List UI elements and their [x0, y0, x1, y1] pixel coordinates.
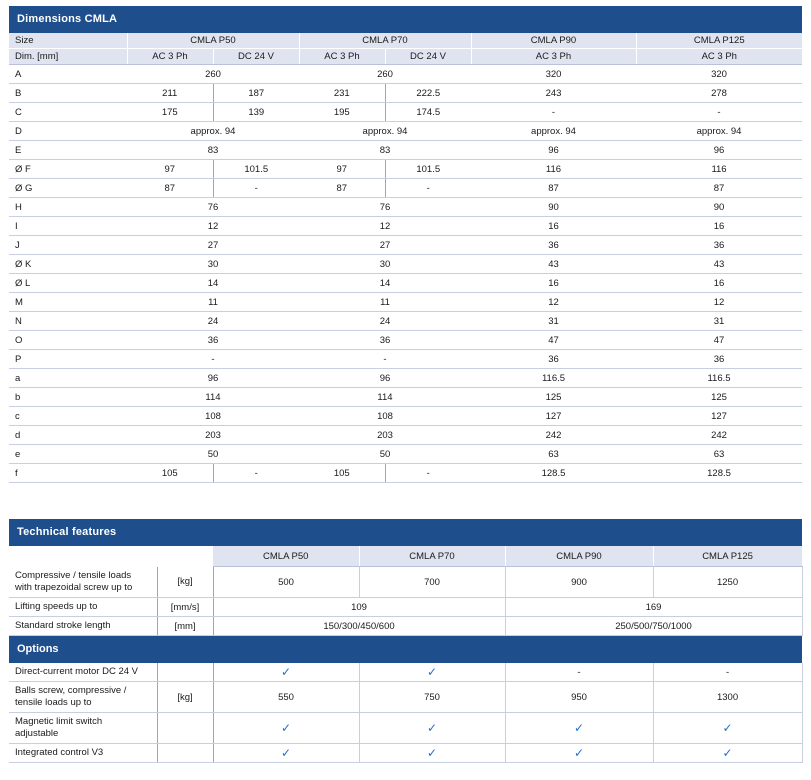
dimension-label: Ø L — [9, 274, 127, 293]
technical-features-table — [9, 519, 803, 763]
option-value: 550 — [213, 682, 359, 713]
dimension-value-p70-dc: - — [385, 179, 471, 198]
dimension-label: O — [9, 331, 127, 350]
dimension-value-p70-ac: 87 — [299, 179, 385, 198]
dimension-value-p50: 96 — [127, 369, 299, 388]
table-row — [9, 350, 802, 369]
feature-value: 250/500/750/1000 — [505, 617, 802, 636]
dimension-label: C — [9, 103, 127, 122]
dimensions-header-row-group — [9, 33, 802, 49]
dimension-value-p70-dc: 101.5 — [385, 160, 471, 179]
feature-value: 900 — [505, 567, 653, 598]
dimension-value-p50-ac: 97 — [127, 160, 213, 179]
table-row — [9, 369, 802, 388]
feature-label — [9, 744, 157, 763]
dimension-value-p125: 125 — [636, 388, 802, 407]
dimension-value-p50: 76 — [127, 198, 299, 217]
dimension-value-p70: 12 — [299, 217, 471, 236]
dimension-value-p70: approx. 94 — [299, 122, 471, 141]
feature-value: 150/300/450/600 — [213, 617, 505, 636]
dimension-value-p70-ac: 195 — [299, 103, 385, 122]
dimension-value-p125: 12 — [636, 293, 802, 312]
technical-col-p90: CMLA P90 — [505, 546, 653, 567]
check-icon: ✓ — [359, 744, 505, 763]
dimension-label: f — [9, 464, 127, 483]
dimension-value-p70: 36 — [299, 331, 471, 350]
dimension-value-p90: 96 — [471, 141, 636, 160]
check-icon: ✓ — [653, 744, 802, 763]
table-row — [9, 103, 802, 122]
dimension-value-p90: approx. 94 — [471, 122, 636, 141]
dimension-value-p70: 114 — [299, 388, 471, 407]
dimension-value-p90: 36 — [471, 350, 636, 369]
dimension-label: M — [9, 293, 127, 312]
check-icon: ✓ — [213, 663, 359, 682]
feature-label-line2: adjustable — [15, 728, 59, 739]
dimension-label: E — [9, 141, 127, 160]
table-row — [9, 255, 802, 274]
feature-label — [9, 567, 157, 598]
dimension-value-p50: 27 — [127, 236, 299, 255]
dimension-label: b — [9, 388, 127, 407]
dimension-value-p70-ac: 231 — [299, 84, 385, 103]
dimension-value-p125: 63 — [636, 445, 802, 464]
technical-header-blank2 — [157, 546, 213, 567]
dimension-value-p90: 63 — [471, 445, 636, 464]
feature-label-line1: Magnetic limit switch — [15, 716, 103, 728]
dimension-value-p125: 16 — [636, 274, 802, 293]
dimension-label: N — [9, 312, 127, 331]
table-row — [9, 388, 802, 407]
dimension-value-p50: 108 — [127, 407, 299, 426]
table-row — [9, 567, 802, 598]
dimension-label: P — [9, 350, 127, 369]
dimensions-sub-p125-ac: AC 3 Ph — [636, 49, 802, 65]
dimension-value-p50: 30 — [127, 255, 299, 274]
dimension-value-p70: 11 — [299, 293, 471, 312]
dimension-value-p70: 76 — [299, 198, 471, 217]
dimension-value-p70: - — [299, 350, 471, 369]
feature-label-line1: Balls screw, compressive / — [15, 685, 127, 697]
dimension-value-p70: 96 — [299, 369, 471, 388]
technical-header-blank1 — [9, 546, 157, 567]
dimension-value-p90: 243 — [471, 84, 636, 103]
datasheet-page — [9, 0, 802, 763]
dimensions-sub-p50-dc: DC 24 V — [213, 49, 299, 65]
dimensions-sub-p70-ac: AC 3 Ph — [299, 49, 385, 65]
feature-value: 169 — [505, 598, 802, 617]
dimension-value-p90: 87 — [471, 179, 636, 198]
dimension-label: d — [9, 426, 127, 445]
dimension-value-p50: 12 — [127, 217, 299, 236]
dimension-value-p70: 260 — [299, 65, 471, 84]
table-row — [9, 179, 802, 198]
table-row — [9, 598, 802, 617]
dimensions-table — [9, 6, 802, 483]
dimensions-group-p125: CMLA P125 — [636, 33, 802, 49]
feature-label — [9, 663, 157, 682]
dimension-label: A — [9, 65, 127, 84]
dimension-value-p125: 47 — [636, 331, 802, 350]
dimension-value-p125: 320 — [636, 65, 802, 84]
table-row — [9, 236, 802, 255]
dimension-value-p70-ac: 105 — [299, 464, 385, 483]
table-row — [9, 65, 802, 84]
dimension-value-p50-ac: 175 — [127, 103, 213, 122]
option-value: - — [653, 663, 802, 682]
dimension-value-p90: 47 — [471, 331, 636, 350]
table-row — [9, 84, 802, 103]
option-value: 750 — [359, 682, 505, 713]
dimension-value-p125: 43 — [636, 255, 802, 274]
feature-value: 1250 — [653, 567, 802, 598]
feature-value: 700 — [359, 567, 505, 598]
dimension-value-p125: 87 — [636, 179, 802, 198]
dimension-value-p50-dc: 139 — [213, 103, 299, 122]
option-unit — [157, 744, 213, 763]
option-value: 950 — [505, 682, 653, 713]
dimension-value-p90: 116 — [471, 160, 636, 179]
dimension-value-p70-dc: 174.5 — [385, 103, 471, 122]
dimension-value-p70: 50 — [299, 445, 471, 464]
technical-col-p70: CMLA P70 — [359, 546, 505, 567]
table-row — [9, 217, 802, 236]
dimension-value-p50: 50 — [127, 445, 299, 464]
dimension-value-p70: 30 — [299, 255, 471, 274]
table-row — [9, 663, 802, 682]
table-row — [9, 744, 802, 763]
dimension-value-p50: 14 — [127, 274, 299, 293]
dimension-value-p50-dc: 101.5 — [213, 160, 299, 179]
dimension-value-p90: 116.5 — [471, 369, 636, 388]
dimensions-size-label: Size — [9, 33, 127, 49]
dimensions-dim-label: Dim. [mm] — [9, 49, 127, 65]
check-icon: ✓ — [653, 713, 802, 744]
feature-label-line2: with trapezoidal screw up to — [15, 581, 133, 593]
feature-value: 500 — [213, 567, 359, 598]
dimension-value-p90: 127 — [471, 407, 636, 426]
dimension-value-p125: 36 — [636, 236, 802, 255]
technical-header-row — [9, 546, 802, 567]
feature-unit: [mm] — [157, 617, 213, 636]
dimension-value-p90: 31 — [471, 312, 636, 331]
dimension-value-p125: - — [636, 103, 802, 122]
dimension-value-p50-ac: 211 — [127, 84, 213, 103]
dimension-value-p70: 14 — [299, 274, 471, 293]
dimension-value-p90: 36 — [471, 236, 636, 255]
feature-label-line2: tensile loads up to — [15, 697, 92, 708]
technical-section-title: Technical features — [9, 519, 802, 546]
dimension-value-p70: 108 — [299, 407, 471, 426]
dimension-value-p50: 203 — [127, 426, 299, 445]
technical-section-title-row — [9, 519, 802, 546]
dimension-value-p50: 36 — [127, 331, 299, 350]
dimension-value-p90: 16 — [471, 217, 636, 236]
dimension-value-p50-dc: - — [213, 464, 299, 483]
table-row — [9, 198, 802, 217]
dimension-value-p125: 16 — [636, 217, 802, 236]
dimension-value-p90: 43 — [471, 255, 636, 274]
dimension-label: H — [9, 198, 127, 217]
dimension-value-p125: 128.5 — [636, 464, 802, 483]
dimension-value-p50-dc: - — [213, 179, 299, 198]
dimension-label: a — [9, 369, 127, 388]
check-icon: ✓ — [359, 663, 505, 682]
feature-unit: [mm/s] — [157, 598, 213, 617]
dimensions-sub-p70-dc: DC 24 V — [385, 49, 471, 65]
dimension-value-p70: 24 — [299, 312, 471, 331]
options-section-title-row — [9, 636, 802, 664]
dimension-label: Ø G — [9, 179, 127, 198]
table-row — [9, 713, 802, 744]
dimension-label: Ø F — [9, 160, 127, 179]
technical-body — [9, 567, 802, 636]
table-row — [9, 274, 802, 293]
check-icon: ✓ — [213, 713, 359, 744]
option-unit: [kg] — [157, 682, 213, 713]
dimensions-group-p50: CMLA P50 — [127, 33, 299, 49]
dimension-label: J — [9, 236, 127, 255]
feature-label — [9, 713, 157, 744]
dimension-value-p90: 125 — [471, 388, 636, 407]
dimension-value-p70: 203 — [299, 426, 471, 445]
table-row — [9, 312, 802, 331]
dimension-value-p70-dc: 222.5 — [385, 84, 471, 103]
feature-label-line1: Standard stroke length — [15, 620, 111, 632]
feature-label — [9, 598, 157, 617]
table-row — [9, 407, 802, 426]
dimensions-section-title: Dimensions CMLA — [9, 6, 802, 33]
table-spacer — [9, 483, 802, 519]
dimension-value-p125: 278 — [636, 84, 802, 103]
dimension-label: B — [9, 84, 127, 103]
feature-unit: [kg] — [157, 567, 213, 598]
dimension-value-p90: 16 — [471, 274, 636, 293]
table-row — [9, 617, 802, 636]
option-value: 1300 — [653, 682, 802, 713]
dimension-value-p90: - — [471, 103, 636, 122]
dimension-label: D — [9, 122, 127, 141]
dimension-value-p125: 242 — [636, 426, 802, 445]
dimension-value-p90: 242 — [471, 426, 636, 445]
table-row — [9, 445, 802, 464]
dimension-value-p50: 83 — [127, 141, 299, 160]
dimensions-sub-p90-ac: AC 3 Ph — [471, 49, 636, 65]
dimensions-section-title-row — [9, 6, 802, 33]
options-body — [9, 663, 802, 763]
option-value: - — [505, 663, 653, 682]
table-row — [9, 682, 802, 713]
dimensions-group-p90: CMLA P90 — [471, 33, 636, 49]
feature-label-line1: Compressive / tensile loads — [15, 569, 132, 581]
table-row — [9, 464, 802, 483]
dimension-value-p50-dc: 187 — [213, 84, 299, 103]
option-unit — [157, 663, 213, 682]
options-section-title: Options — [9, 636, 802, 664]
dimension-value-p90: 128.5 — [471, 464, 636, 483]
dimension-value-p125: 90 — [636, 198, 802, 217]
dimension-value-p70: 27 — [299, 236, 471, 255]
dimension-value-p50-ac: 105 — [127, 464, 213, 483]
dimension-value-p50: 11 — [127, 293, 299, 312]
check-icon: ✓ — [505, 713, 653, 744]
dimension-value-p50: 24 — [127, 312, 299, 331]
dimensions-sub-p50-ac: AC 3 Ph — [127, 49, 213, 65]
feature-label-line1: Integrated control V3 — [15, 747, 104, 759]
check-icon: ✓ — [505, 744, 653, 763]
dimension-value-p125: 116.5 — [636, 369, 802, 388]
dimension-value-p125: 36 — [636, 350, 802, 369]
feature-value: 109 — [213, 598, 505, 617]
dimension-label: e — [9, 445, 127, 464]
check-icon: ✓ — [359, 713, 505, 744]
dimension-label: Ø K — [9, 255, 127, 274]
dimension-value-p70: 83 — [299, 141, 471, 160]
feature-label-line1: Lifting speeds up to — [15, 601, 98, 613]
technical-col-p50: CMLA P50 — [213, 546, 359, 567]
table-row — [9, 141, 802, 160]
dimension-value-p90: 12 — [471, 293, 636, 312]
feature-label-line1: Direct-current motor DC 24 V — [15, 666, 139, 678]
feature-label — [9, 682, 157, 713]
table-row — [9, 426, 802, 445]
table-row — [9, 160, 802, 179]
technical-col-p125: CMLA P125 — [653, 546, 802, 567]
dimension-value-p50: 260 — [127, 65, 299, 84]
check-icon: ✓ — [213, 744, 359, 763]
dimension-value-p125: 96 — [636, 141, 802, 160]
dimension-value-p50: approx. 94 — [127, 122, 299, 141]
feature-label — [9, 617, 157, 636]
dimension-value-p50: 114 — [127, 388, 299, 407]
dimension-value-p125: approx. 94 — [636, 122, 802, 141]
dimension-value-p70-dc: - — [385, 464, 471, 483]
table-row — [9, 293, 802, 312]
dimension-value-p50-ac: 87 — [127, 179, 213, 198]
dimension-value-p90: 320 — [471, 65, 636, 84]
dimensions-body — [9, 65, 802, 483]
dimension-value-p50: - — [127, 350, 299, 369]
table-row — [9, 331, 802, 350]
dimension-value-p125: 116 — [636, 160, 802, 179]
dimension-label: I — [9, 217, 127, 236]
dimension-value-p125: 31 — [636, 312, 802, 331]
dimensions-group-p70: CMLA P70 — [299, 33, 471, 49]
dimension-value-p90: 90 — [471, 198, 636, 217]
dimension-label: c — [9, 407, 127, 426]
dimensions-header-row-sub — [9, 49, 802, 65]
option-unit — [157, 713, 213, 744]
table-row — [9, 122, 802, 141]
dimension-value-p125: 127 — [636, 407, 802, 426]
dimension-value-p70-ac: 97 — [299, 160, 385, 179]
